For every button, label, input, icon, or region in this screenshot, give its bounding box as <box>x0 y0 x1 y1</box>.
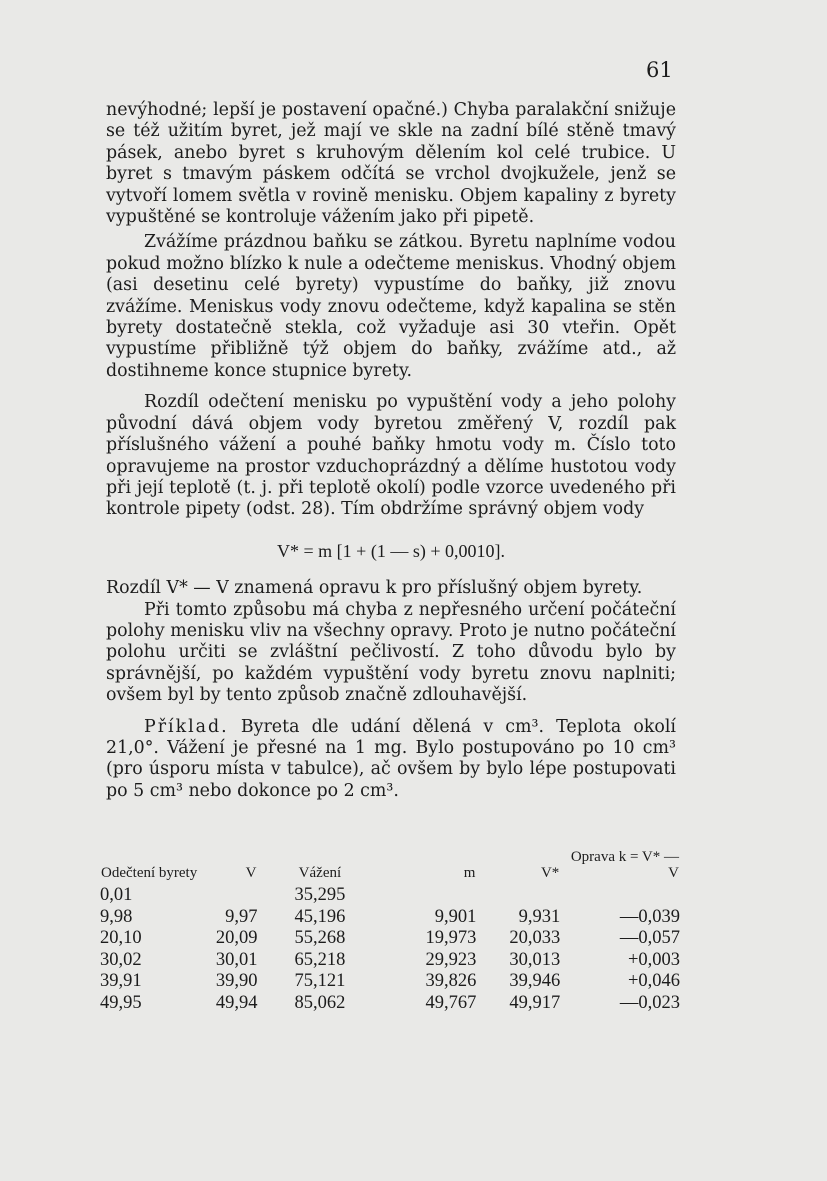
cell-weighing: 65,218 <box>294 949 346 970</box>
header-vstar: V* <box>540 865 560 881</box>
cell-correction: —0,023 <box>619 992 680 1013</box>
cell-weighing: 75,121 <box>294 971 346 991</box>
header-weighing: Vážení <box>298 865 342 881</box>
cell-v: 20,09 <box>215 928 258 948</box>
cell-vstar <box>476 885 560 907</box>
cell-v: 39,90 <box>215 971 258 991</box>
calibration-table <box>100 848 680 1014</box>
cell-reading: 0,01 <box>100 885 133 905</box>
cell-v: 30,01 <box>215 949 258 970</box>
cell-weighing: 85,062 <box>294 992 346 1013</box>
cell-v: 9,97 <box>225 906 258 927</box>
cell-reading: 9,98 <box>100 906 133 927</box>
cell-vstar: 30,013 <box>509 949 561 970</box>
cell-m: 49,767 <box>425 992 477 1013</box>
table-header-row <box>100 848 680 885</box>
example-label: Příklad. <box>144 716 229 737</box>
table-row <box>100 950 680 972</box>
cell-reading: 30,02 <box>100 949 142 970</box>
header-reading: Odečtení byrety <box>101 865 198 881</box>
cell-correction: +0,046 <box>627 971 680 991</box>
cell-vstar: 39,946 <box>509 971 561 991</box>
paragraph-2: Zvážíme prázdnou baňku se zátkou. Byretu naplníme vodou pokud možno blízko k nule a odečteme meniskus. Vhodný objem (asi desetinu celé byrety) vypustíme do baňky, již znovu zvážíme. Meniskus vody znovu odečteme, když kapalina se stěn byrety dostatečně stekla, což vyžaduje asi 30 vteřin. Opět vypustíme přibližně týž objem do baňky, zvážíme atd., až dostihneme konce stupnice byrety. <box>106 232 676 381</box>
cell-weighing: 55,268 <box>294 928 346 948</box>
cell-m: 29,923 <box>425 949 477 970</box>
formula: V* = m [1 + (1 — s) + 0,0010]. <box>277 540 505 561</box>
paragraph-example <box>106 717 676 803</box>
header-correction: Oprava k = V* — V <box>570 849 679 881</box>
cell-reading: 39,91 <box>100 971 142 991</box>
cell-vstar: 49,917 <box>509 992 561 1013</box>
example-text: Byreta dle udání dělená v cm³. Teplota okolí 21,0°. Vážení je přesné na 1 mg. Bylo postupováno po 10 cm³ (pro úsporu místa v tabulce), ač ovšem by bylo lépe postupovati po 5 cm³ nebo dokonce po 2 cm³. <box>106 716 676 801</box>
paragraph-3: Rozdíl odečtení menisku po vypuštění vody a jeho polohy původní dává objem vody byretou změřený V, rozdíl pak příslušného vážení a pouhé baňky hmotu vody m. Číslo toto opravujeme na prostor vzduchoprázdný a dělíme hustotou vody při její teplotě (t. j. při teplotě okolí) podle vzorce uvedeného při kontrole pipety (odst. 28). Tím obdržíme správný objem vody <box>106 392 676 520</box>
body-text <box>106 100 676 802</box>
page-number: 61 <box>646 58 673 82</box>
cell-correction: —0,039 <box>619 906 680 927</box>
cell-v: 49,94 <box>215 992 258 1013</box>
cell-correction: +0,003 <box>627 949 680 970</box>
table-row <box>100 928 680 950</box>
cell-m: 19,973 <box>425 928 477 948</box>
paragraph-4: Rozdíl V* — V znamená opravu k pro příslušný objem byrety. <box>106 578 643 599</box>
cell-reading: 20,10 <box>100 928 142 948</box>
cell-weighing: 35,295 <box>294 885 346 905</box>
cell-v <box>199 885 257 907</box>
header-v: V <box>245 865 257 881</box>
table-row <box>100 993 680 1015</box>
cell-correction <box>560 885 680 907</box>
table-row <box>100 885 680 907</box>
cell-reading: 49,95 <box>100 992 142 1013</box>
cell-m <box>382 885 476 907</box>
cell-vstar: 20,033 <box>509 928 561 948</box>
paragraph-5: Při tomto způsobu má chyba z nepřesného určení počáteční polohy menisku vliv na všechny opravy. Proto je nutno počáteční polohu určiti se zvláštní pečlivostí. Z toho důvodu bylo by správnější, po každém vypuštění vody byretu znovu naplniti; ovšem byl by tento způsob značně zdlouhavější. <box>106 599 676 706</box>
paragraph-1: nevýhodné; lepší je postavení opačné.) Chyba paralakční snižuje se též užitím byret, jež mají ve skle na zadní bílé stěně tmavý pásek, anebo byret s kruhovým dělením kol celé trubice. U byret s tmavým páskem odčítá se vrchol dvojkužele, jenž se vytvoří lomem světla v rovině menisku. Objem kapaliny z byrety vypuštěné se kontroluje vážením jako při pipetě. <box>106 100 676 228</box>
cell-m: 39,826 <box>425 971 477 991</box>
cell-m: 9,901 <box>434 906 477 927</box>
cell-vstar: 9,931 <box>518 906 561 927</box>
cell-correction: —0,057 <box>619 928 680 948</box>
cell-weighing: 45,196 <box>294 906 346 927</box>
table-row <box>100 971 680 993</box>
table-row <box>100 907 680 929</box>
header-m: m <box>463 865 476 881</box>
